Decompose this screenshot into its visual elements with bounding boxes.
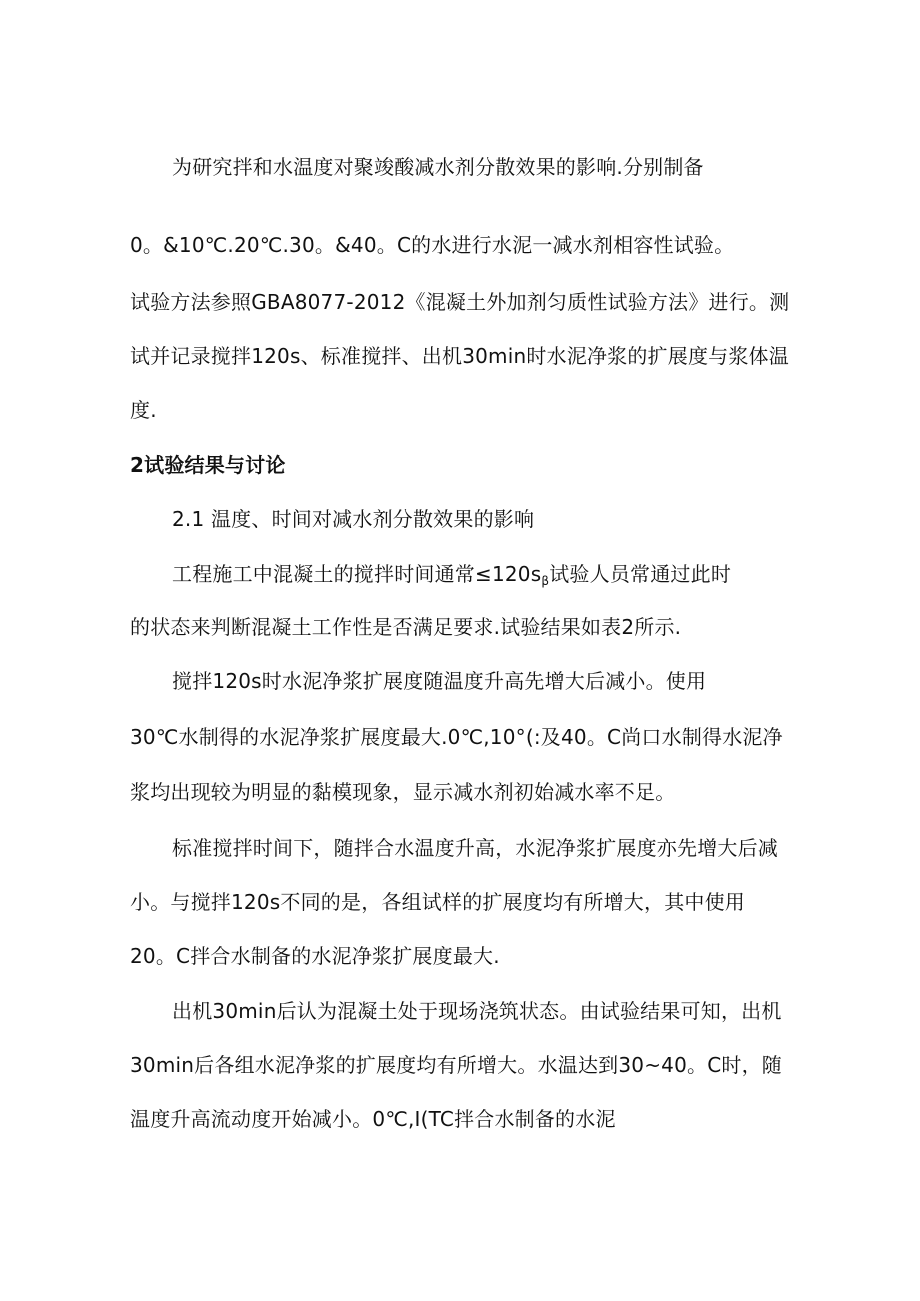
paragraph-1-line-1-text-a: 工程施工中混凝土的搅拌时间通常≤120s	[172, 562, 542, 586]
paragraph-intro-line-4: 试并记录搅拌120s、标准搅拌、出机30min时水泥净浆的扩展度与浆体温	[130, 344, 789, 368]
paragraph-intro-line-1: 为研究拌和水温度对聚竣酸减水剂分散效果的影响.分别制备	[172, 155, 704, 179]
paragraph-intro-line-2: 0。&10℃.20℃.30。&40。C的水进行水泥一减水剂相容性试验。	[130, 233, 735, 257]
subsection-heading: 2.1 温度、时间对减水剂分散效果的影响	[172, 507, 535, 531]
paragraph-1-line-1-text-b: 试验人员常通过此时	[549, 562, 732, 586]
paragraph-4-line-2: 30min后各组水泥净浆的扩展度均有所增大。水温达到30~40。C时，随	[130, 1053, 782, 1077]
paragraph-3-line-1: 标准搅拌时间下，随拌合水温度升高，水泥净浆扩展度亦先增大后减	[172, 836, 778, 860]
paragraph-intro-line-3: 试验方法参照GBA8077-2012《混凝土外加剂匀质性试验方法》进行。测	[130, 290, 790, 314]
paragraph-4-line-1: 出机30min后认为混凝土处于现场浇筑状态。由试验结果可知，出机	[172, 999, 782, 1023]
paragraph-1-line-1	[172, 561, 731, 594]
section-heading: 2试验结果与讨论	[130, 453, 286, 477]
paragraph-2-line-1: 搅拌120s时水泥净浆扩展度随温度升高先增大后减小。使用	[172, 669, 707, 693]
paragraph-4-line-3: 温度升高流动度开始减小。0℃,I(TC拌合水制备的水泥	[130, 1107, 616, 1131]
paragraph-1-line-2: 的状态来判断混凝土工作性是否满足要求.试验结果如表2所示.	[130, 615, 682, 639]
paragraph-3-line-2: 小。与搅拌120s不同的是，各组试样的扩展度均有所增大，其中使用	[130, 890, 745, 914]
paragraph-1-subscript: β	[541, 574, 550, 588]
paragraph-3-line-3: 20。C拌合水制备的水泥净浆扩展度最大.	[130, 944, 500, 968]
paragraph-intro-line-5: 度.	[130, 398, 157, 422]
paragraph-2-line-2: 30℃水制得的水泥净浆扩展度最大.0℃,10°(:及40。C尚口水制得水泥净	[130, 725, 783, 749]
paragraph-2-line-3: 浆均出现较为明显的黏模现象，显示减水剂初始减水率不足。	[130, 780, 676, 804]
